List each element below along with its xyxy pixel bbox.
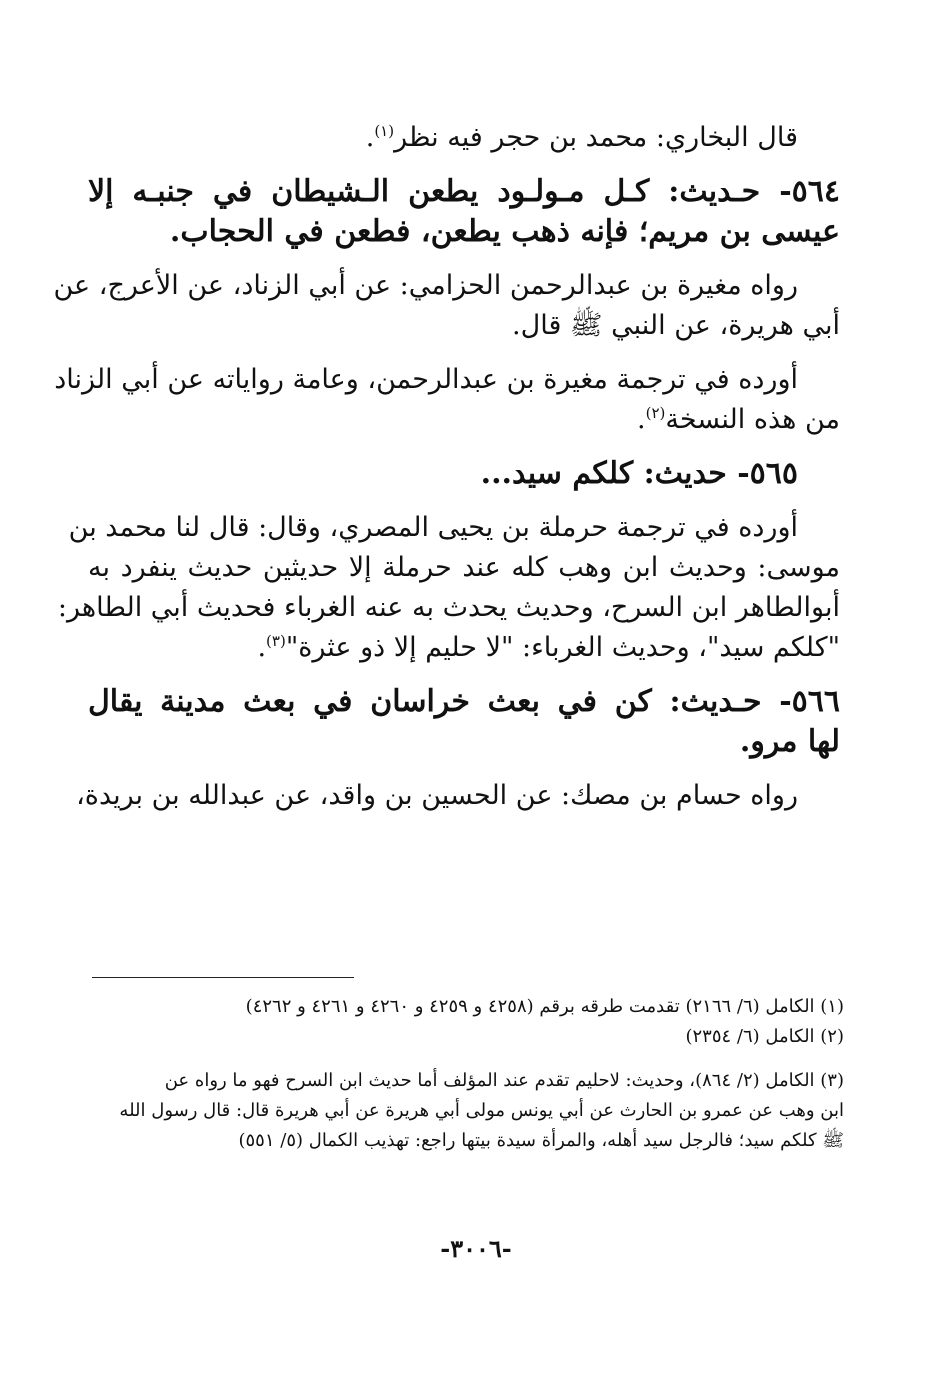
hadith-566-heading-line-1: ٥٦٦- حـديث: كن في بعث خراسان في بعث مدينة يقال — [88, 684, 840, 719]
footnote-3-line-3: ﷺ كلكم سيد؛ فالرجل سيد أهله، والمرأة سيدة بيتها راجع: تهذيب الكمال (٥/ ٥٥١) — [238, 1130, 844, 1151]
hadith-566-narration — [76, 776, 840, 816]
hadith-566-heading-line-2: لها مرو. — [739, 724, 840, 759]
hadith-564-comment-line-1: أورده في ترجمة مغيرة بن عبدالرحمن، وعامة رواياته عن أبي الزناد — [54, 364, 798, 395]
footnote-ref-3: (٣) — [266, 632, 286, 650]
hadith-564-heading — [88, 172, 840, 252]
hadith-566-heading — [88, 682, 840, 762]
footnote-3 — [92, 1066, 844, 1156]
hadith-564-comment-line-2: من هذه النسخة$^{(٢)}$. — [637, 404, 840, 435]
hadith-565-comment-line-4: "كلكم سيد"، وحديث الغرباء: "لا حليم إلا ذو عثرة"$^{(٣)}$. — [257, 632, 840, 663]
hadith-565-heading — [88, 454, 840, 494]
footnote-3-line-2: ابن وهب عن عمرو بن الحارث عن أبي يونس مولى أبي هريرة عن أبي هريرة قال: قال رسول الله — [119, 1100, 844, 1121]
intro-line: قال البخاري: محمد بن حجر فيه نظر$^{(١)}$. — [365, 122, 798, 153]
footnote-1: (١) الكامل (٦/ ٢١٦٦) تقدمت طرقه برقم (٤٢٥٨ و ٤٢٥٩ و ٤٢٦٠ و ٤٢٦١ و ٤٢٦٢) — [245, 996, 844, 1017]
hadith-564-heading-line-1: ٥٦٤- حـديث: كـل مـولـود يطعن الـشيطان في جنبـه إلا — [88, 174, 840, 209]
hadith-565-comment-line-1: أورده في ترجمة حرملة بن يحيى المصري، وقال: قال لنا محمد بن — [68, 512, 798, 543]
hadith-564-narration-line-1: رواه مغيرة بن عبدالرحمن الحزامي: عن أبي الزناد، عن الأعرج، عن — [53, 270, 798, 301]
hadith-565-comment-line-3: أبوالطاهر ابن السرح، وحديث يحدث به عنه الغرباء فحديث أبي الطاهر: — [57, 592, 840, 623]
hadith-564-comment — [54, 360, 840, 440]
footnote-ref-2: (٢) — [645, 404, 666, 422]
footnote-2: (٢) الكامل (٦/ ٢٣٥٤) — [685, 1026, 844, 1047]
footnotes — [92, 976, 844, 1156]
hadith-564-narration — [53, 266, 840, 346]
intro-paragraph — [88, 118, 840, 158]
main-text — [53, 118, 840, 830]
hadith-566-narration-line-1: رواه حسام بن مصك: عن الحسين بن واقد، عن عبدالله بن بريدة، — [76, 780, 798, 811]
footnote-ref-1: (١) — [374, 122, 395, 140]
hadith-564-heading-line-2: عيسى بن مريم؛ فإنه ذهب يطعن، فطعن في الحجاب. — [169, 214, 840, 249]
hadith-565-heading-line-1: ٥٦٥- حديث: كلكم سيد... — [480, 456, 798, 491]
footnote-3-line-1: (٣) الكامل (٢/ ٨٦٤)، وحديث: لاحليم تقدم عند المؤلف أما حديث ابن السرح فهو ما رواه عن — [164, 1070, 844, 1091]
hadith-564-narration-line-2: أبي هريرة، عن النبي ﷺ قال. — [512, 310, 840, 341]
hadith-565-comment-line-2: موسى: وحديث ابن وهب كله عند حرملة إلا حديثين حديث ينفرد به — [88, 552, 840, 583]
page-number: -٣٠٠٦- — [440, 1234, 512, 1263]
hadith-565-comment — [57, 508, 840, 668]
